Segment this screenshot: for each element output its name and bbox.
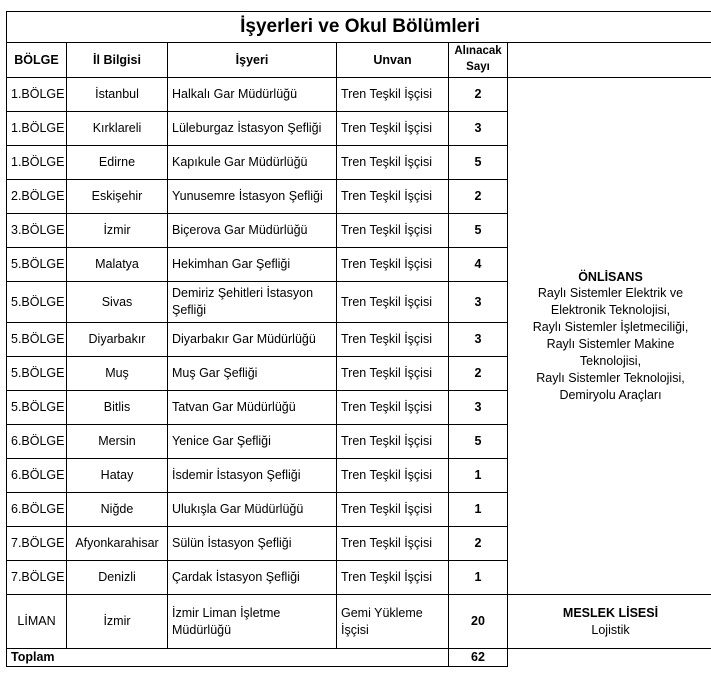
total-value: 62 xyxy=(449,649,508,667)
header-il: İl Bilgisi xyxy=(67,43,168,78)
cell-unvan: Tren Teşkil İşçisi xyxy=(337,561,449,595)
cell-unvan: Tren Teşkil İşçisi xyxy=(337,357,449,391)
header-sayi-line1: Alınacak xyxy=(454,45,502,58)
cell-bolge: 7.BÖLGE xyxy=(7,561,67,595)
cell-sayi: 3 xyxy=(449,323,508,357)
cell-unvan: Tren Teşkil İşçisi xyxy=(337,214,449,248)
education-meslek-lisesi xyxy=(508,595,711,649)
cell-isyeri: Biçerova Gar Müdürlüğü xyxy=(168,214,337,248)
cell-sayi: 3 xyxy=(449,282,508,323)
cell-sayi: 3 xyxy=(449,391,508,425)
header-bolge: BÖLGE xyxy=(7,43,67,78)
onlisans-program: Raylı Sistemler Elektrik ve xyxy=(537,286,684,301)
header-isyeri: İşyeri xyxy=(168,43,337,78)
onlisans-program: Demiryolu Araçları xyxy=(559,387,662,402)
cell-sayi: 5 xyxy=(449,425,508,459)
cell-il: İzmir xyxy=(67,214,168,248)
cell-il: Kırklareli xyxy=(67,112,168,146)
cell-bolge: 1.BÖLGE xyxy=(7,146,67,180)
cell-unvan: Tren Teşkil İşçisi xyxy=(337,459,449,493)
cell-isyeri: İzmir Liman İşletme Müdürlüğü xyxy=(168,595,337,649)
cell-sayi: 1 xyxy=(449,493,508,527)
header-unvan: Unvan xyxy=(337,43,449,78)
cell-il: Hatay xyxy=(67,459,168,493)
onlisans-program: Elektronik Teknolojisi, xyxy=(550,303,671,318)
cell-isyeri: Kapıkule Gar Müdürlüğü xyxy=(168,146,337,180)
cell-sayi: 2 xyxy=(449,357,508,391)
cell-bolge: 1.BÖLGE xyxy=(7,112,67,146)
cell-isyeri: Hekimhan Gar Şefliği xyxy=(168,248,337,282)
cell-sayi: 2 xyxy=(449,527,508,561)
cell-bolge: 6.BÖLGE xyxy=(7,493,67,527)
cell-il: Afyonkarahisar xyxy=(67,527,168,561)
cell-isyeri: Lüleburgaz İstasyon Şefliği xyxy=(168,112,337,146)
cell-sayi: 1 xyxy=(449,459,508,493)
table-row-liman xyxy=(7,595,711,649)
cell-bolge: 5.BÖLGE xyxy=(7,323,67,357)
cell-isyeri: Yunusemre İstasyon Şefliği xyxy=(168,180,337,214)
onlisans-program: Raylı Sistemler İşletmeciliği, xyxy=(532,320,689,335)
cell-unvan: Tren Teşkil İşçisi xyxy=(337,78,449,112)
cell-il: İzmir xyxy=(67,595,168,649)
onlisans-title: ÖNLİSANS xyxy=(578,269,643,284)
meslek-lisesi-title: MESLEK LİSESİ xyxy=(562,605,659,620)
cell-unvan: Tren Teşkil İşçisi xyxy=(337,248,449,282)
cell-unvan: Tren Teşkil İşçisi xyxy=(337,180,449,214)
cell-il: Niğde xyxy=(67,493,168,527)
cell-unvan: Tren Teşkil İşçisi xyxy=(337,112,449,146)
cell-bolge: 6.BÖLGE xyxy=(7,459,67,493)
cell-bolge: 5.BÖLGE xyxy=(7,357,67,391)
cell-isyeri: Yenice Gar Şefliği xyxy=(168,425,337,459)
cell-il: Malatya xyxy=(67,248,168,282)
cell-sayi: 5 xyxy=(449,214,508,248)
cell-isyeri: İsdemir İstasyon Şefliği xyxy=(168,459,337,493)
cell-sayi: 2 xyxy=(449,180,508,214)
cell-sayi: 1 xyxy=(449,561,508,595)
cell-unvan: Tren Teşkil İşçisi xyxy=(337,146,449,180)
cell-il: Sivas xyxy=(67,282,168,323)
cell-sayi: 20 xyxy=(449,595,508,649)
total-label: Toplam xyxy=(7,649,449,667)
cell-sayi: 5 xyxy=(449,146,508,180)
header-sayi xyxy=(449,43,508,78)
header-sayi-line2: Sayı xyxy=(466,61,490,73)
cell-isyeri: Tatvan Gar Müdürlüğü xyxy=(168,391,337,425)
cell-bolge: 5.BÖLGE xyxy=(7,282,67,323)
total-empty-cell xyxy=(508,649,711,667)
cell-il: Bitlis xyxy=(67,391,168,425)
cell-isyeri: Demiriz Şehitleri İstasyon Şefliği xyxy=(168,282,337,323)
cell-bolge: 1.BÖLGE xyxy=(7,78,67,112)
education-onlisans xyxy=(508,78,711,595)
cell-unvan: Tren Teşkil İşçisi xyxy=(337,493,449,527)
cell-il: Mersin xyxy=(67,425,168,459)
cell-il: Eskişehir xyxy=(67,180,168,214)
cell-bolge: LİMAN xyxy=(7,595,67,649)
cell-sayi: 4 xyxy=(449,248,508,282)
cell-unvan: Gemi Yükleme İşçisi xyxy=(337,595,449,649)
total-row xyxy=(7,649,711,667)
cell-il: Diyarbakır xyxy=(67,323,168,357)
header-egitim xyxy=(508,43,711,78)
cell-il: Denizli xyxy=(67,561,168,595)
jobs-table xyxy=(6,11,711,667)
cell-unvan: Tren Teşkil İşçisi xyxy=(337,323,449,357)
onlisans-program: Raylı Sistemler Teknolojisi, xyxy=(536,370,685,385)
cell-bolge: 7.BÖLGE xyxy=(7,527,67,561)
cell-unvan: Tren Teşkil İşçisi xyxy=(337,425,449,459)
cell-sayi: 3 xyxy=(449,112,508,146)
cell-isyeri: Çardak İstasyon Şefliği xyxy=(168,561,337,595)
cell-isyeri: Diyarbakır Gar Müdürlüğü xyxy=(168,323,337,357)
cell-unvan: Tren Teşkil İşçisi xyxy=(337,391,449,425)
onlisans-program: Teknolojisi, xyxy=(579,353,642,368)
cell-isyeri: Halkalı Gar Müdürlüğü xyxy=(168,78,337,112)
meslek-lisesi-program: Lojistik xyxy=(591,622,630,637)
cell-bolge: 6.BÖLGE xyxy=(7,425,67,459)
cell-sayi: 2 xyxy=(449,78,508,112)
cell-unvan: Tren Teşkil İşçisi xyxy=(337,527,449,561)
cell-il: İstanbul xyxy=(67,78,168,112)
cell-il: Muş xyxy=(67,357,168,391)
cell-bolge: 2.BÖLGE xyxy=(7,180,67,214)
cell-il: Edirne xyxy=(67,146,168,180)
onlisans-program: Raylı Sistemler Makine xyxy=(546,337,675,351)
cell-unvan: Tren Teşkil İşçisi xyxy=(337,282,449,323)
cell-bolge: 5.BÖLGE xyxy=(7,248,67,282)
table-title: İşyerleri ve Okul Bölümleri xyxy=(7,12,711,43)
cell-bolge: 5.BÖLGE xyxy=(7,391,67,425)
cell-isyeri: Muş Gar Şefliği xyxy=(168,357,337,391)
cell-isyeri: Ulukışla Gar Müdürlüğü xyxy=(168,493,337,527)
cell-isyeri: Sülün İstasyon Şefliği xyxy=(168,527,337,561)
cell-bolge: 3.BÖLGE xyxy=(7,214,67,248)
header-row xyxy=(7,43,711,78)
table-row xyxy=(7,78,711,112)
